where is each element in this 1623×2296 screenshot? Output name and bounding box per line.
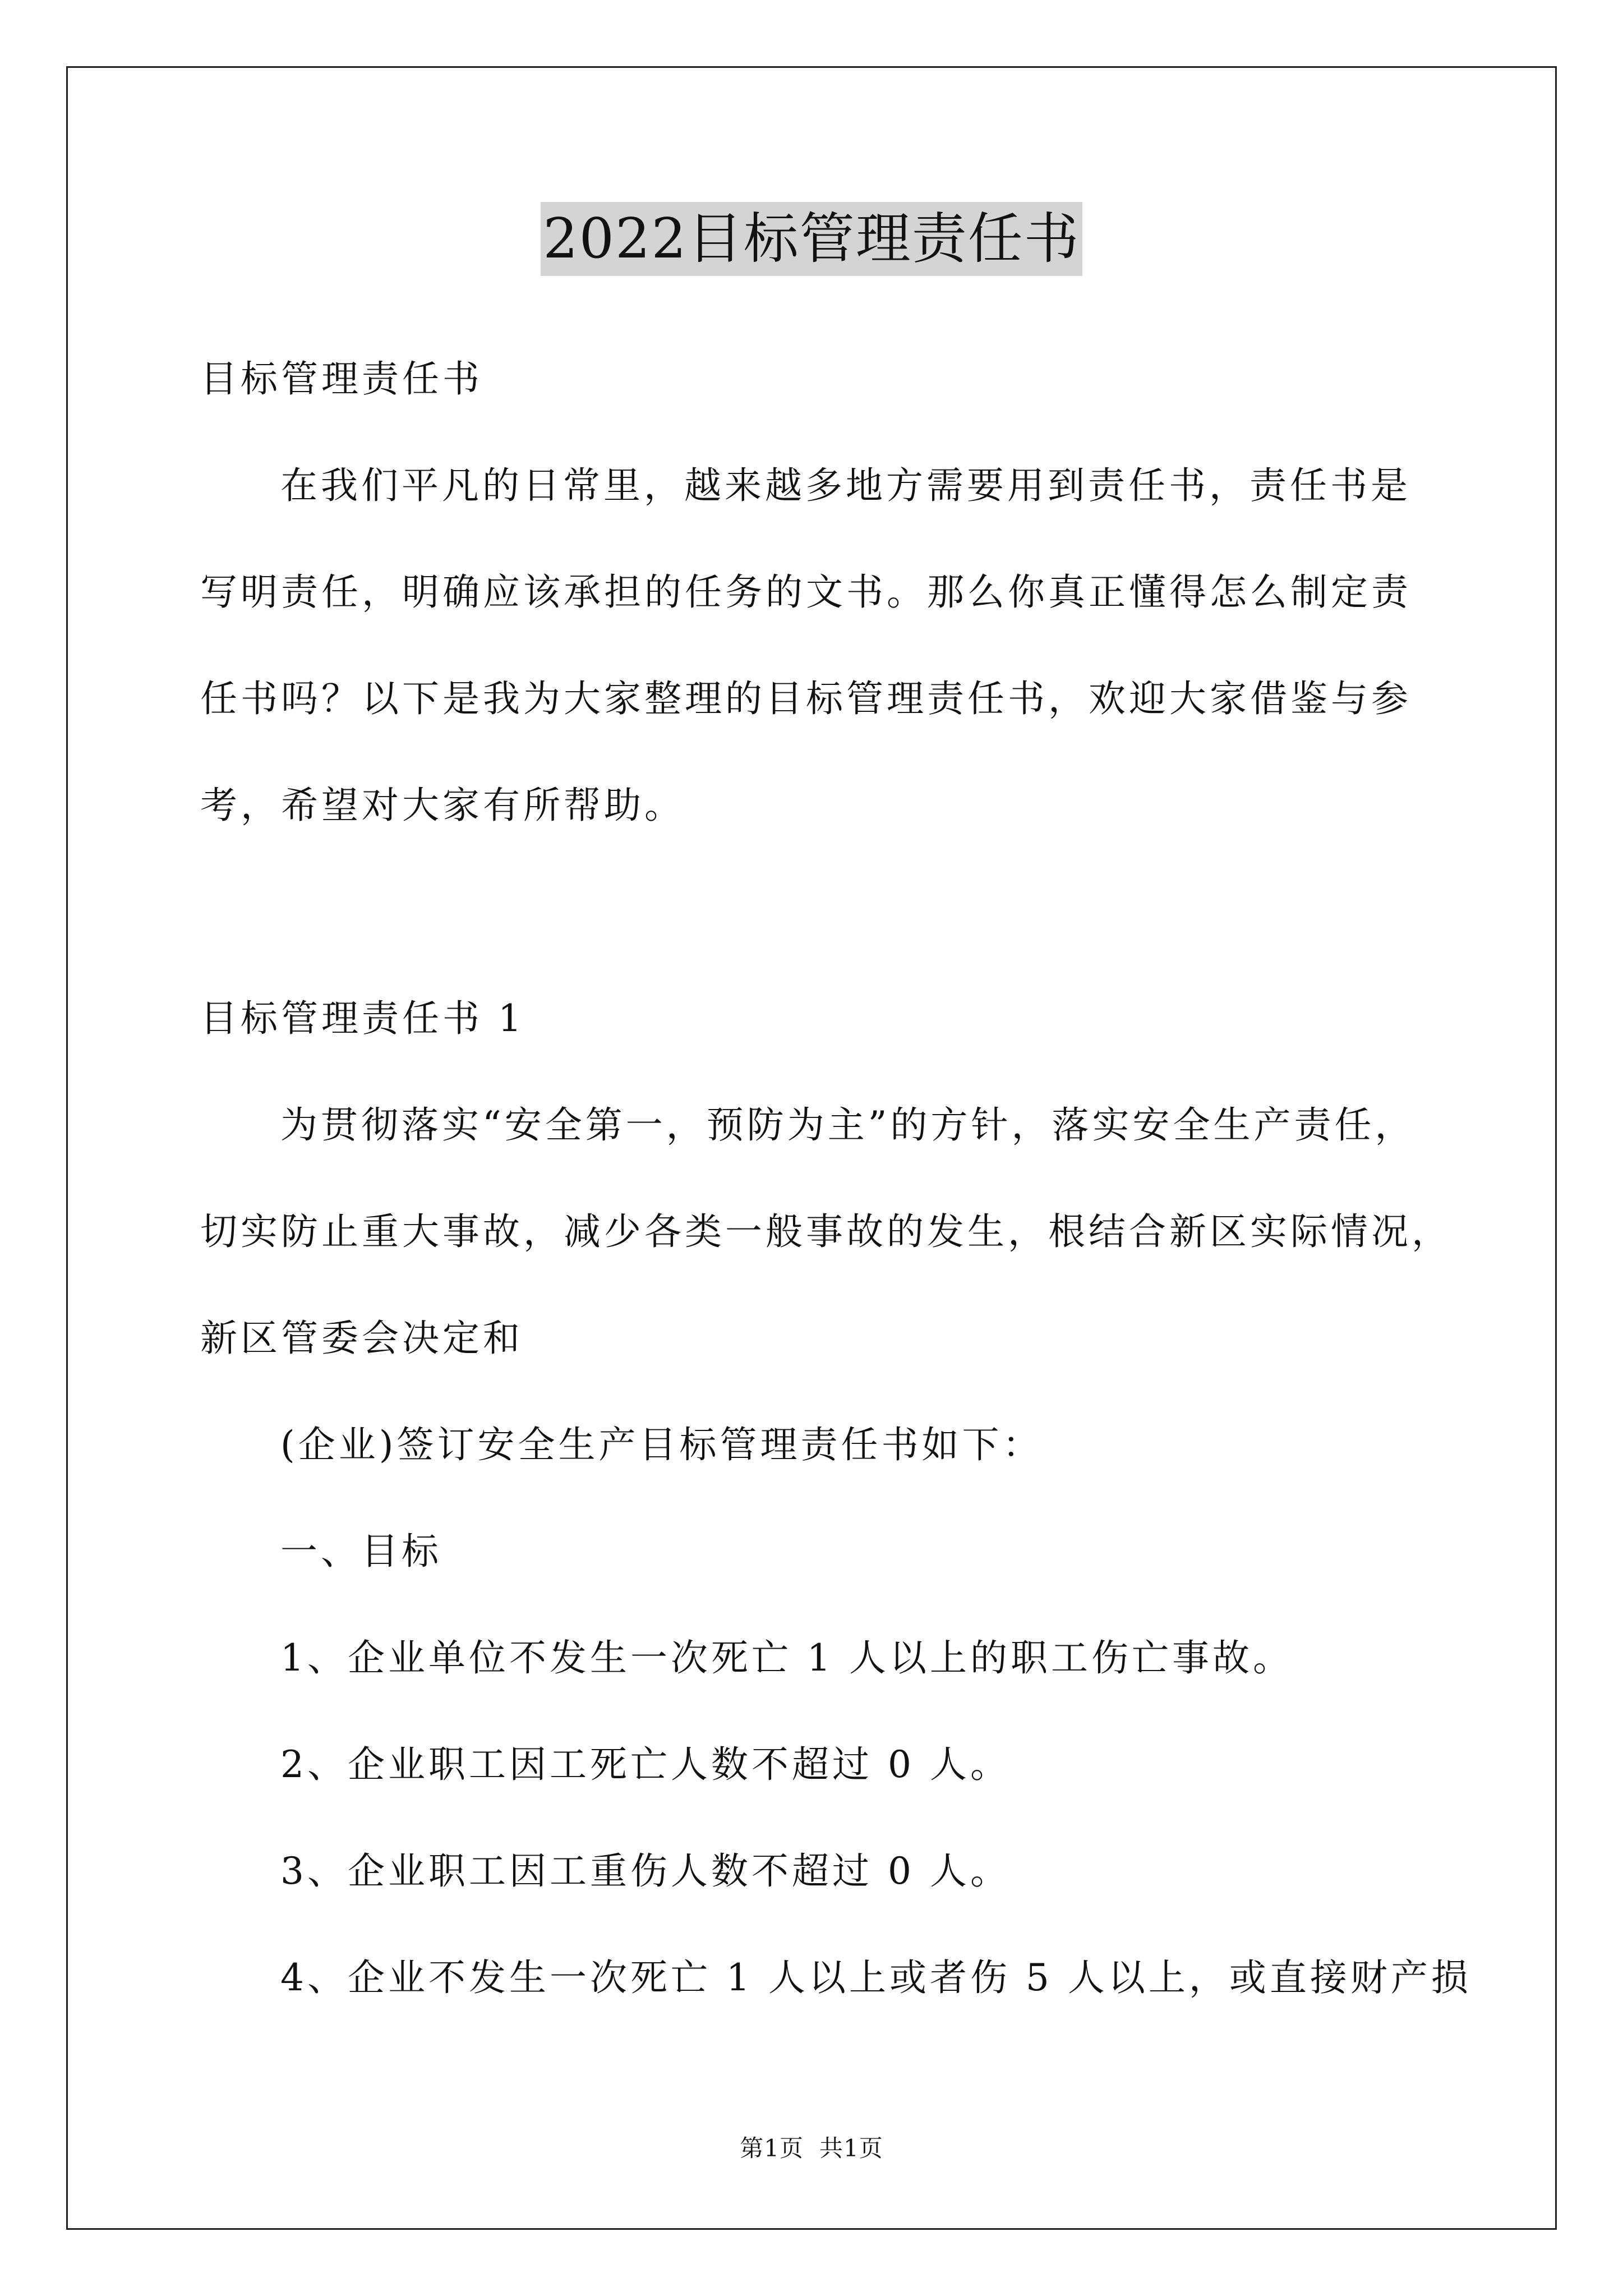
list-heading: 一、目标 [280, 1530, 442, 1573]
document-title: 2022目标管理责任书 [541, 202, 1082, 276]
section-heading: 目标管理责任书 [200, 357, 483, 401]
page-footer [0, 2134, 1623, 2162]
page-number-total: 共1页 [819, 2134, 883, 2162]
list-item: 1、企业单位不发生一次死亡 1 人以上的职工伤亡事故。 [280, 1636, 1293, 1680]
section-heading: 目标管理责任书 1 [200, 997, 525, 1040]
paragraph-line: 切实防止重大事故，减少各类一般事故的发生，根结合新区实际情况， [200, 1210, 1452, 1253]
paragraph-line: (企业)签订安全生产目标管理责任书如下： [280, 1423, 1043, 1466]
list-item: 3、企业职工因工重伤人数不超过 0 人。 [280, 1849, 1011, 1893]
list-item: 4、企业不发生一次死亡 1 人以上或者伤 5 人以上，或直接财产损 [280, 1956, 1472, 1999]
paragraph-line: 新区管委会决定和 [200, 1317, 523, 1360]
paragraph-line: 考，希望对大家有所帮助。 [200, 784, 685, 827]
page-number-current: 第1页 [740, 2134, 804, 2162]
list-item: 2、企业职工因工死亡人数不超过 0 人。 [280, 1743, 1011, 1786]
paragraph-line: 为贯彻落实“安全第一，预防为主”的方针，落实安全生产责任， [280, 1103, 1415, 1147]
paragraph-line: 写明责任，明确应该承担的任务的文书。那么你真正懂得怎么制定责 [200, 570, 1412, 614]
paragraph-line: 在我们平凡的日常里，越来越多地方需要用到责任书，责任书是 [280, 464, 1411, 507]
title-container [0, 202, 1623, 276]
paragraph-line: 任书吗？以下是我为大家整理的目标管理责任书，欢迎大家借鉴与参 [200, 677, 1412, 720]
